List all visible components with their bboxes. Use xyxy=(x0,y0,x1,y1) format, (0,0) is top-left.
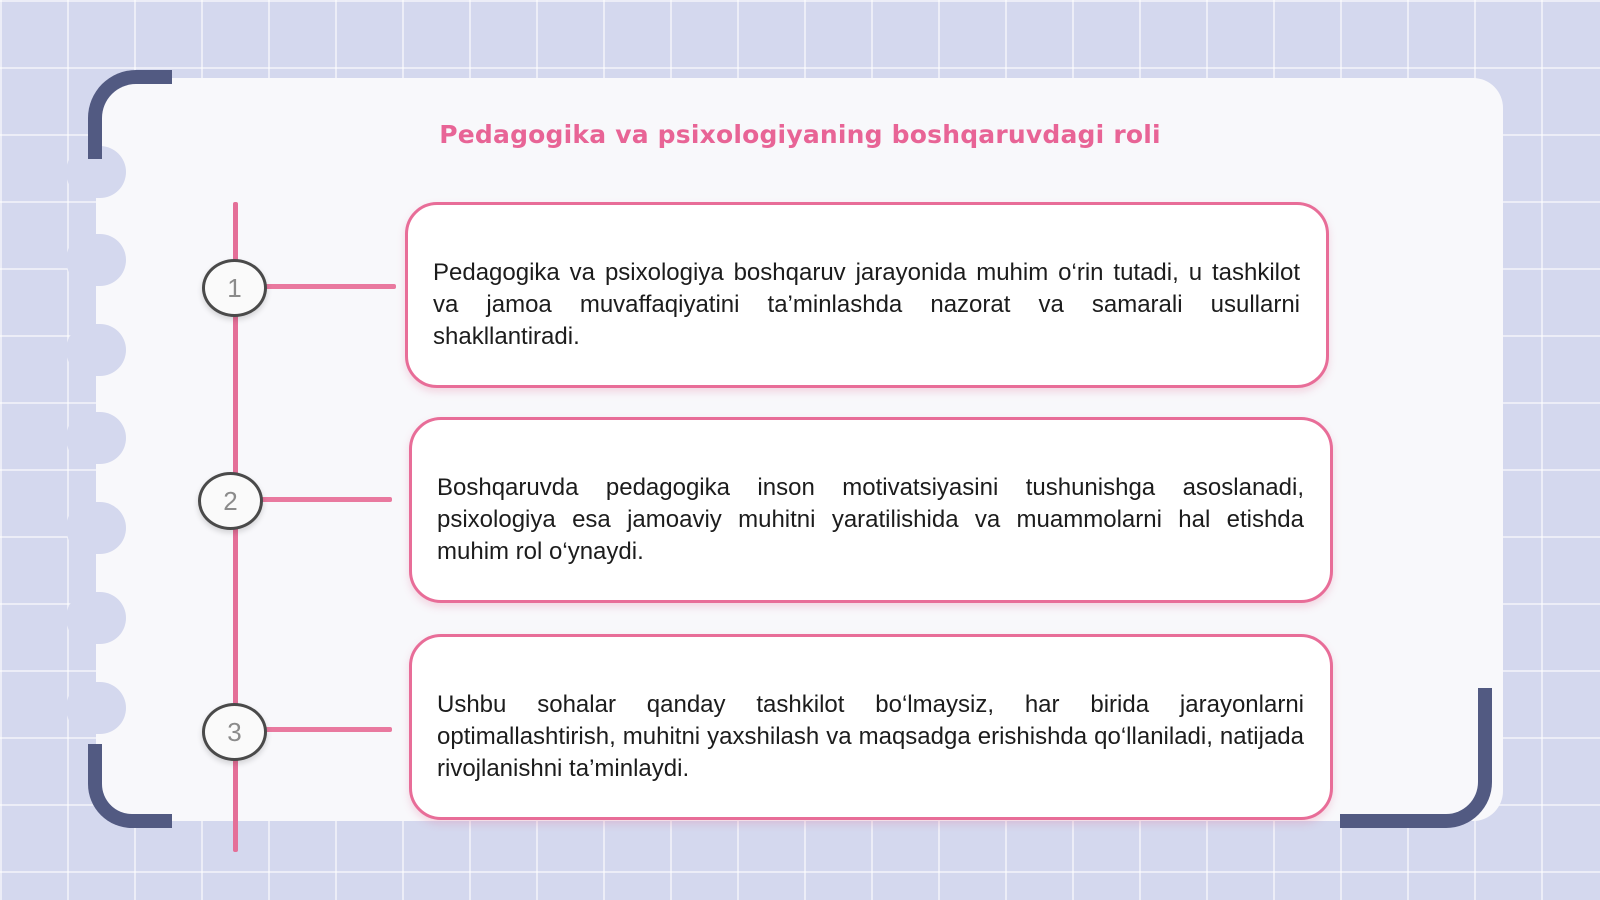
timeline-connector xyxy=(260,497,392,502)
frame-corner-bottom-right xyxy=(1340,688,1492,828)
step-number: 1 xyxy=(227,272,242,303)
step-marker-1 xyxy=(202,259,267,317)
paper-notch xyxy=(66,324,126,376)
paper-notch xyxy=(66,592,126,644)
frame-corner-top-left xyxy=(88,70,172,159)
text-card-3 xyxy=(409,634,1333,820)
paper-notch xyxy=(66,412,126,464)
step-number: 3 xyxy=(227,716,242,747)
paper-notch xyxy=(66,502,126,554)
step-marker-2 xyxy=(198,472,263,530)
card-text: Ushbu sohalar qanday tashkilot bo‘lmaysiz, har birida jarayonlarni optimallashtirish, muhitni yaxshilash va maqsadga erishishda qo‘llaniladi, natijada rivojlanishni ta’minlaydi. xyxy=(437,691,1304,782)
slide-title: Pedagogika va psixologiyaning boshqaruvdagi roli xyxy=(439,120,1161,149)
card-text: Boshqaruvda pedagogika inson motivatsiyasini tushunishga asoslanadi, psixologiya esa jamoaviy muhitni yaratilishida va muammolarni hal etishda muhim rol o‘ynaydi. xyxy=(437,474,1304,565)
text-card-1 xyxy=(405,202,1329,388)
paper-notch xyxy=(66,682,126,734)
paper-notch xyxy=(66,234,126,286)
frame-corner-bottom-left xyxy=(88,744,172,828)
step-number: 2 xyxy=(223,485,238,516)
timeline-connector xyxy=(262,727,392,732)
text-card-2 xyxy=(409,417,1333,603)
step-marker-3 xyxy=(202,703,267,761)
timeline-connector xyxy=(262,284,396,289)
card-text: Pedagogika va psixologiya boshqaruv jarayonida muhim o‘rin tutadi, u tashkilot va jamoa muvaffaqiyatini ta’minlashda nazorat va samarali usullarni shakllantiradi. xyxy=(433,259,1300,350)
